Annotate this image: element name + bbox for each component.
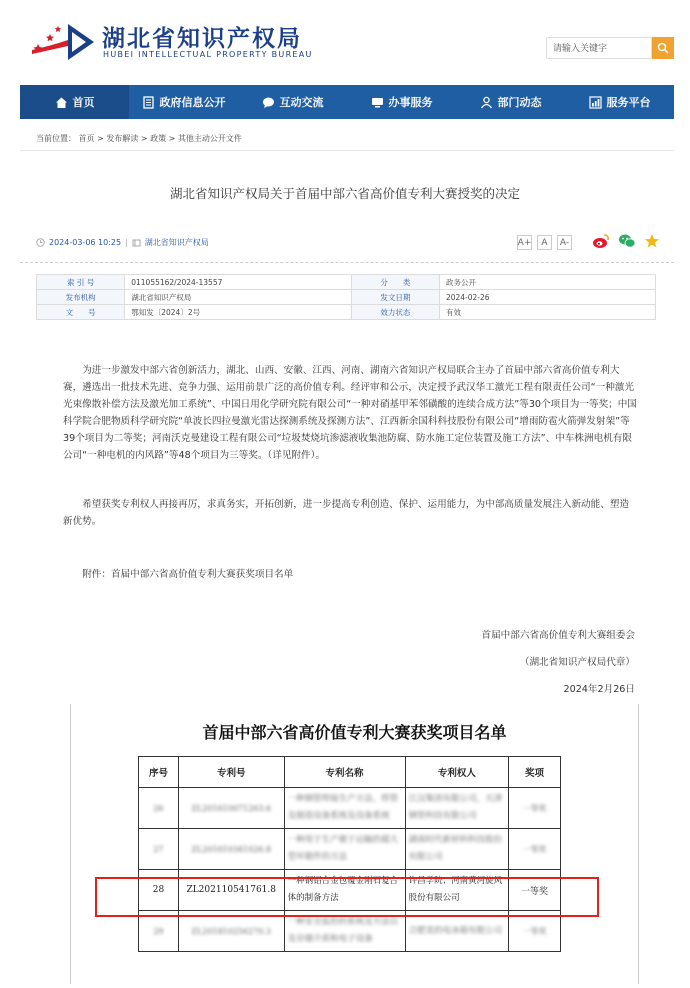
nav-item-news[interactable] [456,85,565,119]
cell-award: 一等奖 [509,911,561,952]
table-row [37,305,656,320]
font-smaller-button[interactable]: A- [557,235,572,250]
col-header: 序号 [139,757,179,788]
cell-no: 28 [139,870,179,911]
cell-award: 一等奖 [509,870,561,911]
info-key: 分 类 [351,275,439,290]
cell-patent-no: ZL202110541761.8 [178,870,284,911]
body-paragraph: 希望获奖专利权人再接再厉，求真务实，开拓创新，进一步提高专利创造、保护、运用能力，为中部高质量发展注入新动能、塑造新优势。 [63,499,630,527]
search-icon [657,42,669,54]
attachment-line[interactable]: 附件：首届中部六省高价值专利大赛获奖项目名单 [82,569,294,580]
chart-icon [589,96,602,109]
home-icon [55,96,68,109]
cell-owner: 合肥美的电冰箱有限公司 [405,911,509,952]
cell-no: 27 [139,829,179,870]
nav-item-gov-info[interactable] [129,85,238,119]
table-row [139,829,561,870]
cell-name: 一种用于生产便于运输的超大型环锻件的方法 [284,829,405,870]
chat-icon [262,96,275,109]
signature-date: 2024年2月26日 [563,684,635,695]
cell-patent-no: ZL201610071263.6 [178,788,284,829]
cell-owner: 江汉集团有限公司，天津钢管科技有限公司 [405,788,509,829]
logo-icon[interactable] [30,20,100,64]
nav-item-platform[interactable] [565,85,674,119]
signature-org: 首届中部六省高价值专利大赛组委会 [481,630,635,641]
site-title[interactable]: 湖北省知识产权局 [102,26,302,52]
favorite-star-icon[interactable] [644,233,660,249]
col-header: 专利权人 [405,757,509,788]
monitor-icon [371,96,384,109]
cell-no: 29 [139,911,179,952]
cell-award: 一等奖 [509,788,561,829]
breadcrumb-item[interactable]: 政策 [150,134,167,143]
info-key: 发布机构 [37,290,125,305]
nav-label: 服务平台 [606,96,651,109]
font-larger-button[interactable]: A+ [517,235,532,250]
info-key: 文 号 [37,305,125,320]
info-key: 索 引 号 [37,275,125,290]
wechat-icon[interactable] [618,233,636,249]
cell-name: 一种安全监控的系统及方法以及存储介质和电子设备 [284,911,405,952]
cell-patent-no: ZL201610341026.8 [178,829,284,870]
info-value: 2024-02-26 [439,290,655,305]
cell-name: 一种钢管焊接生产方法、焊管及制造设备系统及设备系统 [284,788,405,829]
award-list-title: 首届中部六省高价值专利大赛获奖项目名单 [202,723,507,742]
col-header: 专利号 [178,757,284,788]
nav-label: 互动交流 [279,96,324,109]
org-icon [132,238,141,247]
award-list-image [70,704,639,984]
article-source: 湖北省知识产权局 [144,238,209,247]
breadcrumb-item[interactable]: 首页 [78,134,95,143]
site-title-en: HUBEI INTELLECTUAL PROPERTY BUREAU [103,50,313,59]
cell-award: 一等奖 [509,829,561,870]
breadcrumb: 当前位置： 首页 > 发布解读 > 政策 > 其他主动公开文件 [36,134,242,143]
info-value: 政务公开 [439,275,655,290]
cell-no: 26 [139,788,179,829]
highlight-box [95,877,599,917]
nav-label: 办事服务 [388,96,433,109]
award-table [138,756,561,952]
signature-seal: （湖北省知识产权局代章） [519,657,635,668]
article-meta: 2024-03-06 10:25 | 湖北省知识产权局 [36,237,209,248]
divider [20,262,674,263]
info-key: 效力状态 [351,305,439,320]
main-nav [20,85,674,119]
search-input[interactable]: 请输入关键字 [546,37,652,59]
search-button[interactable] [652,37,674,59]
font-normal-button[interactable]: A [537,235,552,250]
col-header: 奖项 [509,757,561,788]
info-value: 011055162/2024-13557 [125,275,351,290]
table-header-row [139,757,561,788]
nav-item-services[interactable] [347,85,456,119]
site-header [0,0,690,84]
table-row [139,788,561,829]
nav-label: 政府信息公开 [159,96,226,109]
nav-label: 部门动态 [497,96,542,109]
cell-owner: 湖南时代新材料科技股份有限公司 [405,829,509,870]
cell-name: 一种钢铝合金包覆金刚石复合体的制备方法 [284,870,405,911]
breadcrumb-item[interactable]: 发布解读 [106,134,139,143]
clock-icon [36,238,45,247]
info-key: 发文日期 [351,290,439,305]
info-value: 有效 [439,305,655,320]
col-header: 专利名称 [284,757,405,788]
document-icon [142,96,155,109]
weibo-icon[interactable] [592,233,610,249]
publish-datetime: 2024-03-06 10:25 [49,238,122,247]
nav-item-interaction[interactable] [238,85,347,119]
info-value: 湖北省知识产权局 [125,290,351,305]
body-paragraph: 为进一步激发中部六省创新活力，湖北、山西、安徽、江西、河南、湖南六省知识产权局联合主办了首届中部六省高价值专利大赛，遴选出一批技术先进、竞争力强、运用前景广泛的高价值专利。经评审和公示，决定授予武汉华工激光工程有限责任公司“一种激光光束像散补偿方法及激光加工系统”、中国日用化学研究院有限公司“一种对硝基甲苯邻磺酸的连续合成方法”等30个项目为一等奖；中国科学院合肥物质科学研究院“单波长四拉曼激光雷达探测系统及探测方法”、江西新余国科科技股份有限公司“增雨防雹火箭弹发射架”等39个项目为二等奖；河南沃克曼建设工程有限公司“垃圾焚烧坑渗滤液收集池防腐、防水施工定位装置及施工方法”、中车株洲电机有限公司“一种电机的内风路”等48个项目为三等奖。（详见附件）。 [63,365,637,461]
font-size-controls [517,235,572,250]
breadcrumb-prefix: 当前位置： [36,134,76,143]
nav-item-home[interactable] [20,85,129,119]
cell-owner: 许昌学院；河南黄河旋风股份有限公司 [405,870,509,911]
nav-label: 首页 [72,96,95,109]
page-title: 湖北省知识产权局关于首届中部六省高价值专利大赛授奖的决定 [169,186,520,201]
table-row [37,275,656,290]
divider [20,150,674,151]
share-bar [592,233,660,249]
table-row [37,290,656,305]
breadcrumb-item[interactable]: 其他主动公开文件 [177,134,242,143]
person-icon [480,96,493,109]
document-info-table [36,274,656,320]
cell-patent-no: ZL201810256270.3 [178,911,284,952]
info-value: 鄂知发〔2024〕2号 [125,305,351,320]
